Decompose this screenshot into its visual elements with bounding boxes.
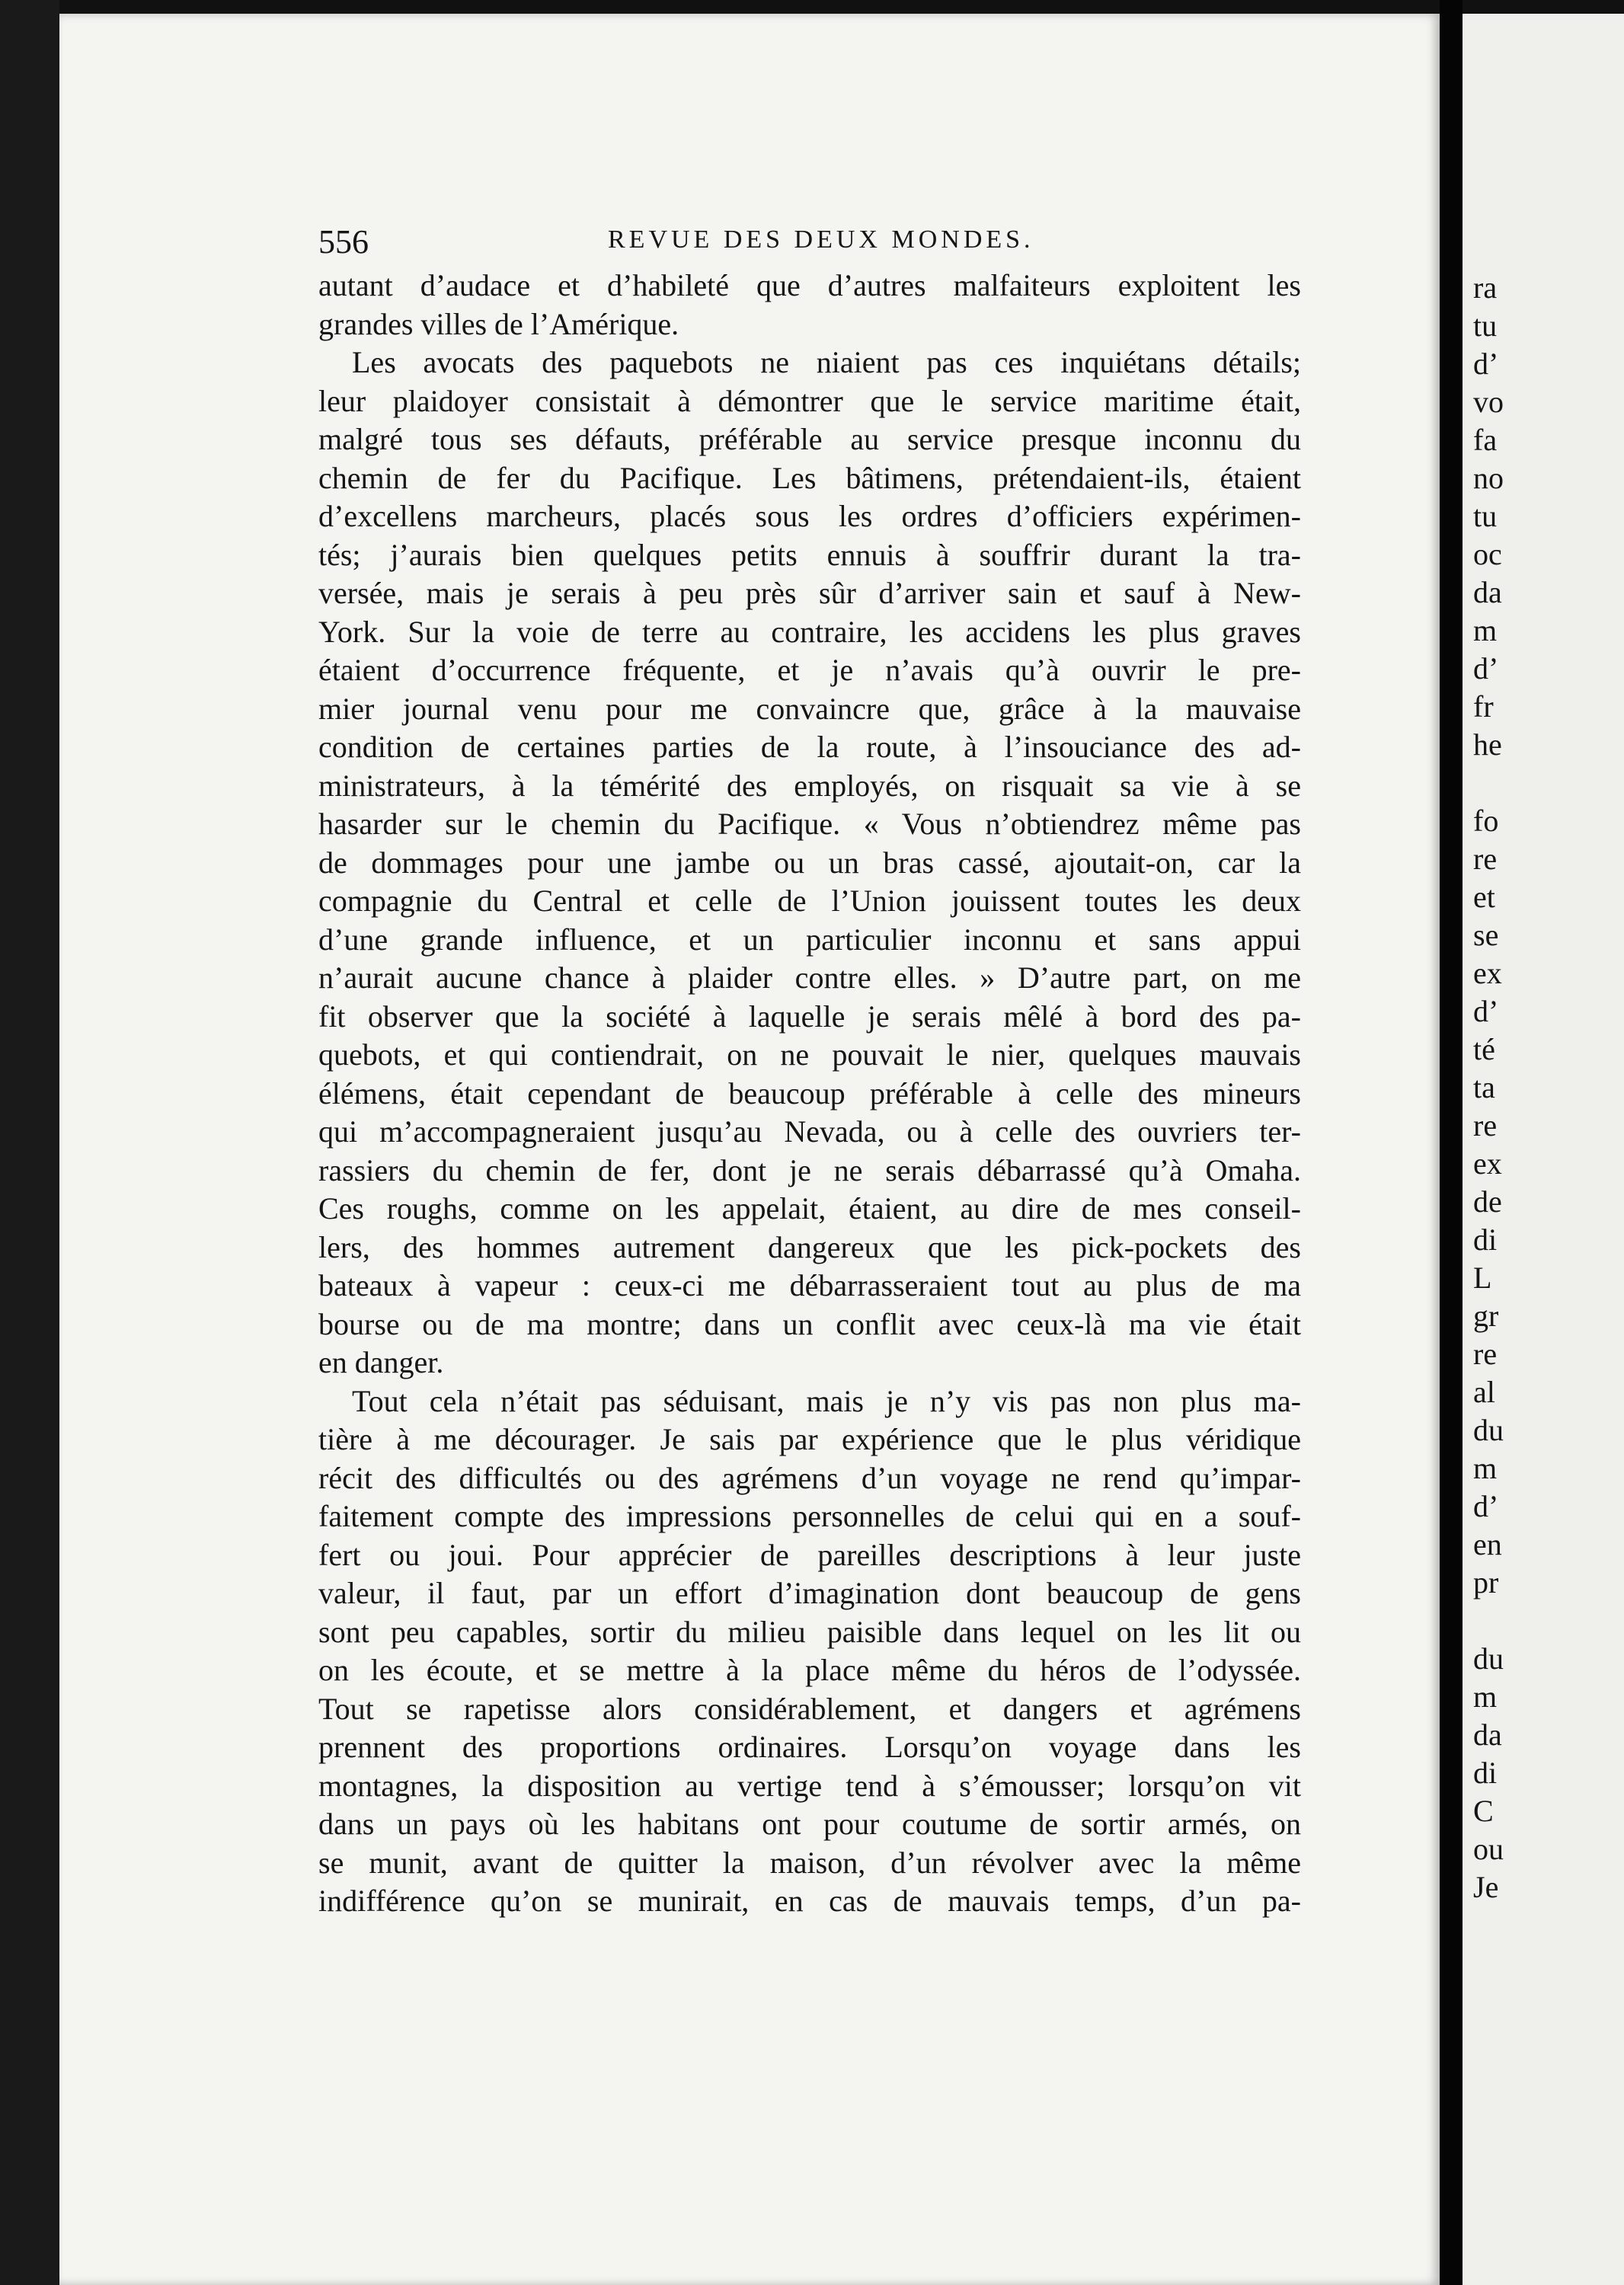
text-line: on les écoute, et se mettre à la place même du héros de l’odyssée.	[318, 1653, 1301, 1687]
adjacent-page-fragment: tu	[1473, 499, 1498, 533]
adjacent-page-fragment: ex	[1473, 1146, 1502, 1181]
text-line: malgré tous ses défauts, préférable au service presque inconnu du	[318, 422, 1301, 456]
adjacent-page-fragment: re	[1473, 1337, 1498, 1371]
text-line: d’excellens marcheurs, placés sous les ordres d’officiers expérimen-	[318, 499, 1301, 533]
text-line: n’aurait aucune chance à plaider contre elles. » D’autre part, on me	[318, 960, 1301, 995]
adjacent-page-fragment: et	[1473, 880, 1495, 914]
adjacent-page-fragment: tu	[1473, 308, 1498, 343]
text-line: chemin de fer du Pacifique. Les bâtimens, prétendaient-ils, étaient	[318, 460, 1301, 495]
text-line: Ces roughs, comme on les appelait, étaient, au dire de mes conseil-	[318, 1191, 1301, 1226]
adjacent-page-fragment: ra	[1473, 270, 1498, 305]
text-line: prennent des proportions ordinaires. Lorsqu’on voyage dans les	[318, 1730, 1301, 1764]
adjacent-page-edge	[1463, 14, 1624, 2285]
adjacent-page-fragment: d’	[1473, 347, 1499, 381]
adjacent-page-fragment: d’	[1473, 994, 1499, 1028]
adjacent-page-fragment: m	[1473, 1451, 1498, 1485]
text-line: d’une grande influence, et un particulier inconnu et sans appui	[318, 922, 1301, 957]
text-line: hasarder sur le chemin du Pacifique. « Vous n’obtiendrez même pas	[318, 807, 1301, 841]
adjacent-page-fragment: fr	[1473, 689, 1494, 724]
text-line: de dommages pour une jambe ou un bras cassé, ajoutait-on, car la	[318, 845, 1301, 880]
adjacent-page-fragment: di	[1473, 1756, 1498, 1790]
adjacent-page-fragment: se	[1473, 918, 1499, 952]
adjacent-page-fragment: d’	[1473, 651, 1499, 686]
text-line: en danger.	[318, 1345, 444, 1379]
adjacent-page-fragment: al	[1473, 1375, 1495, 1409]
text-line: fert ou joui. Pour apprécier de pareilles descriptions à leur juste	[318, 1537, 1301, 1572]
adjacent-page-fragment: re	[1473, 842, 1498, 876]
adjacent-page-fragment: du	[1473, 1641, 1504, 1676]
text-line: qui m’accompagneraient jusqu’au Nevada, ou à celle des ouvriers ter-	[318, 1114, 1301, 1149]
page-number: 556	[318, 223, 369, 260]
text-line: York. Sur la voie de terre au contraire, les accidens les plus graves	[318, 614, 1301, 649]
text-line: ministrateurs, à la témérité des employés, on risquait sa vie à se	[318, 768, 1301, 803]
book-gutter	[1440, 0, 1463, 2285]
text-line: grandes villes de l’Amérique.	[318, 306, 679, 341]
text-line: versée, mais je serais à peu près sûr d’arriver sain et sauf à New-	[318, 576, 1301, 610]
text-line: lers, des hommes autrement dangereux que les pick-pockets des	[318, 1229, 1301, 1264]
adjacent-page-fragment: C	[1473, 1794, 1494, 1828]
text-line: montagnes, la disposition au vertige tend à s’émousser; lorsqu’on vit	[318, 1768, 1301, 1803]
adjacent-page-fragment: de	[1473, 1184, 1502, 1219]
adjacent-page-fragment: ta	[1473, 1070, 1495, 1104]
page-header	[318, 222, 1301, 260]
text-line: tés; j’aurais bien quelques petits ennuis à souffrir durant la tra-	[318, 537, 1301, 572]
text-line: récit des difficultés ou des agrémens d’un voyage ne rend qu’impar-	[318, 1460, 1301, 1495]
adjacent-page-fragment: ou	[1473, 1832, 1504, 1866]
text-line: étaient d’occurrence fréquente, et je n’avais qu’à ouvrir le pre-	[318, 653, 1301, 687]
text-line: se munit, avant de quitter la maison, d’un révolver avec la même	[318, 1845, 1301, 1880]
adjacent-page-fragment: da	[1473, 575, 1502, 609]
adjacent-page-fragment: m	[1473, 613, 1498, 647]
text-line: sont peu capables, sortir du milieu paisible dans lequel on les lit ou	[318, 1614, 1301, 1649]
text-line: tière à me décourager. Je sais par expérience que le plus véridique	[318, 1422, 1301, 1456]
adjacent-page-fragment: vo	[1473, 385, 1504, 419]
adjacent-page-fragment: L	[1473, 1261, 1492, 1295]
text-line: bourse ou de ma montre; dans un conflit avec ceux-là ma vie était	[318, 1306, 1301, 1341]
text-line: fit observer que la société à laquelle je serais mêlé à bord des pa-	[318, 999, 1301, 1034]
adjacent-page-fragment: he	[1473, 727, 1502, 762]
adjacent-page-fragment: no	[1473, 461, 1504, 495]
adjacent-page-fragment: da	[1473, 1718, 1502, 1752]
text-line: indifférence qu’on se munirait, en cas de mauvais temps, d’un pa-	[318, 1884, 1301, 1918]
adjacent-page-fragment: fa	[1473, 423, 1498, 457]
text-line: autant d’audace et d’habileté que d’autres malfaiteurs exploitent les	[318, 268, 1301, 302]
adjacent-page-fragment: té	[1473, 1032, 1495, 1066]
text-line: quebots, et qui contiendrait, on ne pouvait le nier, quelques mauvais	[318, 1037, 1301, 1072]
paragraph-start-line: Les avocats des paquebots ne niaient pas ces inquiétans détails;	[352, 345, 1301, 379]
text-line: leur plaidoyer consistait à démontrer que le service maritime était,	[318, 383, 1301, 418]
text-line: dans un pays où les habitans ont pour coutume de sortir armés, on	[318, 1807, 1301, 1841]
adjacent-page-fragment: pr	[1473, 1565, 1499, 1600]
body-text	[318, 267, 1301, 1921]
text-line: élémens, était cependant de beaucoup préférable à celle des mineurs	[318, 1075, 1301, 1111]
text-line: Tout se rapetisse alors considérablement, et dangers et agrémens	[318, 1691, 1301, 1726]
text-line: rassiers du chemin de fer, dont je ne serais débarrassé qu’à Omaha.	[318, 1152, 1301, 1187]
adjacent-page-fragment: di	[1473, 1222, 1498, 1257]
adjacent-page-fragment: Je	[1473, 1870, 1499, 1904]
adjacent-page-fragment: d’	[1473, 1489, 1499, 1523]
adjacent-page-fragment: ex	[1473, 956, 1502, 990]
adjacent-page-fragment: fo	[1473, 804, 1499, 838]
text-line: compagnie du Central et celle de l’Union jouissent toutes les deux	[318, 884, 1301, 918]
text-line: bateaux à vapeur : ceux-ci me débarrasseraient tout au plus de ma	[318, 1268, 1301, 1302]
text-line: faitement compte des impressions personnelles de celui qui en a souf-	[318, 1499, 1301, 1533]
adjacent-page-fragment: oc	[1473, 537, 1502, 571]
adjacent-page-fragment: en	[1473, 1527, 1502, 1561]
adjacent-page-fragment: gr	[1473, 1299, 1499, 1333]
adjacent-page-fragment: du	[1473, 1413, 1504, 1447]
text-line: mier journal venu pour me convaincre que, grâce à la mauvaise	[318, 691, 1301, 726]
left-scan-margin	[0, 0, 59, 2285]
paragraph-start-line: Tout cela n’était pas séduisant, mais je n’y vis pas non plus ma-	[352, 1383, 1301, 1418]
text-line: condition de certaines parties de la route, à l’insouciance des ad-	[318, 730, 1301, 764]
running-title: REVUE DES DEUX MONDES.	[608, 225, 1034, 254]
text-line: valeur, il faut, par un effort d’imagination dont beaucoup de gens	[318, 1576, 1301, 1610]
adjacent-page-fragment: re	[1473, 1108, 1498, 1142]
adjacent-page-fragment: m	[1473, 1679, 1498, 1714]
